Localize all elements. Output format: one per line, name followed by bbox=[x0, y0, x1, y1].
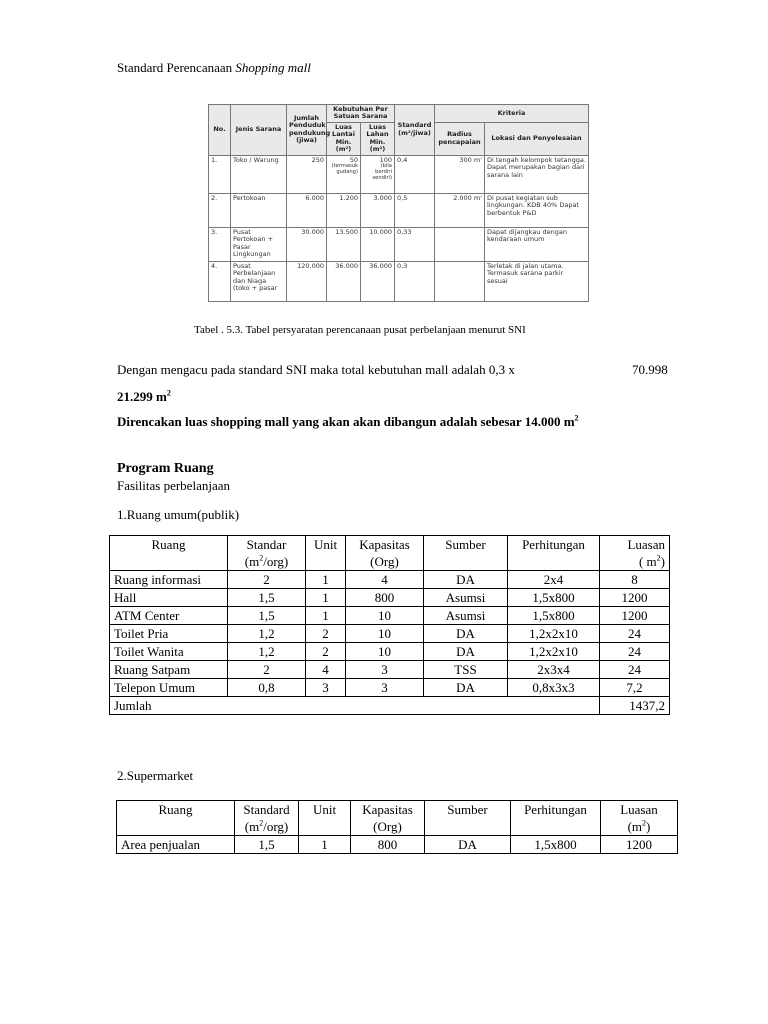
supermarket-table bbox=[116, 800, 678, 854]
sni-cell-jumlah: 6.000 bbox=[287, 193, 327, 227]
program-subheading: Fasilitas perbelanjaan bbox=[117, 478, 230, 493]
cell-standar: 2 bbox=[228, 571, 306, 589]
cell-ruang: Toilet Pria bbox=[110, 625, 228, 643]
cell-luasan: 24 bbox=[600, 625, 670, 643]
sni-table-image bbox=[208, 104, 590, 308]
cell-unit: 2 bbox=[306, 625, 346, 643]
cell-perhitungan: 1,2x2x10 bbox=[508, 643, 600, 661]
sni-header-lokasi: Lokasi dan Penyelesaian bbox=[485, 122, 589, 155]
sni-row bbox=[209, 227, 589, 261]
cell-perhitungan: 2x3x4 bbox=[508, 661, 600, 679]
table-header-row bbox=[110, 536, 670, 571]
header-standard-unit: (m bbox=[244, 819, 260, 834]
cell-luasan: 1200 bbox=[601, 836, 678, 854]
total-label: Jumlah bbox=[110, 697, 600, 715]
cell-kapasitas: 10 bbox=[346, 625, 424, 643]
cell-standar: 1,5 bbox=[228, 607, 306, 625]
header-standar-unit: (m bbox=[244, 554, 260, 569]
sni-cell-lahan-note: (bila berdiri sendiri) bbox=[372, 163, 392, 182]
sni-cell-standard: 0,5 bbox=[395, 193, 435, 227]
sni-table bbox=[208, 104, 589, 302]
cell-unit: 1 bbox=[306, 589, 346, 607]
table-row bbox=[110, 589, 670, 607]
document-title bbox=[117, 60, 311, 76]
cell-ruang: Area penjualan bbox=[117, 836, 235, 854]
sni-cell-lokasi: Di pusat kegiatan sub lingkungan. KDB 40% Dapat berbentuk P&D bbox=[485, 193, 589, 227]
sni-cell-lantai: 1.200 bbox=[327, 193, 361, 227]
cell-ruang: Ruang Satpam bbox=[110, 661, 228, 679]
sni-cell-no: 2. bbox=[209, 193, 231, 227]
cell-kapasitas: 10 bbox=[346, 607, 424, 625]
header-standar-label: Standar bbox=[246, 537, 287, 552]
sni-cell-lantai-note: (termasuk gudang) bbox=[331, 163, 358, 176]
table-row bbox=[110, 625, 670, 643]
sni-cell-no: 1. bbox=[209, 155, 231, 193]
cell-ruang: ATM Center bbox=[110, 607, 228, 625]
cell-luasan: 24 bbox=[600, 661, 670, 679]
header-standar-unit-end: /org) bbox=[263, 554, 289, 569]
sni-header-radius: Radius pencapaian bbox=[435, 122, 485, 155]
sni-cell-lahan: 3.000 bbox=[361, 193, 395, 227]
sni-cell-lokasi: Di tengah kelompok tetangga. Dapat merupakan bagian dari sarana lain bbox=[485, 155, 589, 193]
cell-sumber: DA bbox=[424, 679, 508, 697]
header-kapasitas-label: Kapasitas bbox=[362, 802, 413, 817]
cell-standar: 2 bbox=[228, 661, 306, 679]
cell-kapasitas: 3 bbox=[346, 661, 424, 679]
cell-unit: 3 bbox=[306, 679, 346, 697]
cell-sumber: Asumsi bbox=[424, 589, 508, 607]
sni-cell-no: 3. bbox=[209, 227, 231, 261]
cell-unit: 1 bbox=[306, 607, 346, 625]
sni-header-no: No. bbox=[209, 105, 231, 156]
ruang-umum-table bbox=[109, 535, 670, 715]
table-total-row bbox=[110, 697, 670, 715]
cell-kapasitas: 10 bbox=[346, 643, 424, 661]
cell-perhitungan: 1,5x800 bbox=[511, 836, 601, 854]
header-sumber: Sumber bbox=[425, 801, 511, 836]
sni-header-lahan: Luas Lahan Min. (m²) bbox=[361, 122, 395, 155]
header-luasan-label: Luasan bbox=[620, 802, 658, 817]
title-text: Standard Perencanaan bbox=[117, 60, 236, 75]
sni-row bbox=[209, 261, 589, 301]
cell-kapasitas: 800 bbox=[346, 589, 424, 607]
sni-cell-radius: 2.000 m' bbox=[435, 193, 485, 227]
cell-ruang: Toilet Wanita bbox=[110, 643, 228, 661]
cell-sumber: Asumsi bbox=[424, 607, 508, 625]
cell-kapasitas: 800 bbox=[351, 836, 425, 854]
header-kapasitas-label: Kapasitas bbox=[359, 537, 410, 552]
sni-header-jumlah: Jumlah Penduduk pendukung (jiwa) bbox=[287, 105, 327, 156]
header-luasan-unit-end: ) bbox=[660, 554, 665, 569]
sni-cell-jumlah: 30.000 bbox=[287, 227, 327, 261]
sni-header-jenis: Jenis Sarana bbox=[231, 105, 287, 156]
cell-ruang: Ruang informasi bbox=[110, 571, 228, 589]
sni-cell-lantai-value: 50 bbox=[349, 155, 358, 164]
sni-cell-jenis: Pusat Pertokoan + Pasar Lingkungan bbox=[231, 227, 287, 261]
sni-cell-lokasi: Terletak di jalan utama. Termasuk sarana parkir sesuai bbox=[485, 261, 589, 301]
population-value: 70.998 bbox=[632, 362, 668, 377]
header-unit: Unit bbox=[299, 801, 351, 836]
sni-cell-jenis: Toko / Warung bbox=[231, 155, 287, 193]
cell-unit: 1 bbox=[299, 836, 351, 854]
cell-kapasitas: 3 bbox=[346, 679, 424, 697]
cell-standar: 0,8 bbox=[228, 679, 306, 697]
header-perhitungan: Perhitungan bbox=[508, 536, 600, 571]
header-standard-label: Standard bbox=[243, 802, 290, 817]
table-row bbox=[110, 607, 670, 625]
cell-sumber: TSS bbox=[424, 661, 508, 679]
cell-perhitungan: 0,8x3x3 bbox=[508, 679, 600, 697]
calc-result-value: 21.299 m bbox=[117, 389, 167, 404]
cell-ruang: Hall bbox=[110, 589, 228, 607]
header-standard-unit-end: /org) bbox=[263, 819, 289, 834]
sni-cell-lahan-value: 100 bbox=[379, 155, 392, 164]
section1-title: 1.Ruang umum(publik) bbox=[117, 507, 240, 522]
header-standar bbox=[228, 536, 306, 571]
sni-row bbox=[209, 193, 589, 227]
sni-row bbox=[209, 155, 589, 193]
sni-cell-radius: 300 m' bbox=[435, 155, 485, 193]
section2-title: 2.Supermarket bbox=[117, 768, 194, 783]
header-luasan-unit-end: ) bbox=[646, 819, 651, 834]
header-perhitungan: Perhitungan bbox=[511, 801, 601, 836]
sni-cell-standard: 0,4 bbox=[395, 155, 435, 193]
sni-cell-radius bbox=[435, 261, 485, 301]
cell-luasan: 1200 bbox=[600, 589, 670, 607]
table-header-row bbox=[117, 801, 678, 836]
sni-cell-lokasi: Dapat dijangkau dengan kendaraan umum bbox=[485, 227, 589, 261]
table-caption: Tabel . 5.3. Tabel persyaratan perencanaan pusat perbelanjaan menurut SNI bbox=[194, 324, 526, 336]
header-unit: Unit bbox=[306, 536, 346, 571]
table-row bbox=[117, 836, 678, 854]
header-luasan-sup: 2 bbox=[642, 818, 647, 828]
sni-header-standard: Standard (m²/jiwa) bbox=[395, 105, 435, 156]
cell-standard: 1,5 bbox=[235, 836, 299, 854]
table-row bbox=[110, 643, 670, 661]
cell-perhitungan: 1,5x800 bbox=[508, 607, 600, 625]
sni-cell-standard: 0,3 bbox=[395, 261, 435, 301]
cell-sumber: DA bbox=[424, 625, 508, 643]
cell-luasan: 24 bbox=[600, 643, 670, 661]
sni-header-kriteria: Kriteria bbox=[435, 105, 589, 123]
table-row bbox=[110, 679, 670, 697]
header-kapasitas-unit: (Org) bbox=[370, 554, 399, 569]
header-luasan bbox=[601, 801, 678, 836]
header-luasan-unit: ( m bbox=[638, 554, 657, 569]
plan-statement-sup: 2 bbox=[574, 413, 579, 423]
plan-statement-text: Direncakan luas shopping mall yang akan akan dibangun adalah sebesar 14.000 m bbox=[117, 414, 575, 429]
sni-cell-no: 4. bbox=[209, 261, 231, 301]
sni-cell-jenis: Pusat Perbelanjaan dan Niaga (toko + pasar bbox=[231, 261, 287, 301]
sni-cell-lantai bbox=[327, 155, 361, 193]
cell-standar: 1,2 bbox=[228, 643, 306, 661]
sni-cell-standard: 0,33 bbox=[395, 227, 435, 261]
header-luasan-sup: 2 bbox=[656, 553, 661, 563]
header-sumber: Sumber bbox=[424, 536, 508, 571]
cell-standar: 1,5 bbox=[228, 589, 306, 607]
sni-cell-radius bbox=[435, 227, 485, 261]
cell-perhitungan: 1,5x800 bbox=[508, 589, 600, 607]
cell-unit: 4 bbox=[306, 661, 346, 679]
header-kapasitas bbox=[346, 536, 424, 571]
cell-perhitungan: 1,2x2x10 bbox=[508, 625, 600, 643]
cell-perhitungan: 2x4 bbox=[508, 571, 600, 589]
calc-line: Dengan mengacu pada standard SNI maka total kebutuhan mall adalah 0,3 x bbox=[117, 362, 515, 377]
sni-header-kebutuhan: Kebutuhan Per Satuan Sarana bbox=[327, 105, 395, 123]
sni-cell-lantai: 13.500 bbox=[327, 227, 361, 261]
cell-kapasitas: 4 bbox=[346, 571, 424, 589]
cell-ruang: Telepon Umum bbox=[110, 679, 228, 697]
header-kapasitas-unit: (Org) bbox=[373, 819, 402, 834]
plan-statement bbox=[117, 414, 579, 430]
title-italic-text: Shopping mall bbox=[235, 60, 311, 75]
sni-cell-jumlah: 250 bbox=[287, 155, 327, 193]
header-ruang: Ruang bbox=[110, 536, 228, 571]
header-standar-sup: 2 bbox=[259, 553, 264, 563]
cell-standar: 1,2 bbox=[228, 625, 306, 643]
cell-sumber: DA bbox=[424, 571, 508, 589]
sni-cell-lahan bbox=[361, 155, 395, 193]
header-standard bbox=[235, 801, 299, 836]
calc-result-sup: 2 bbox=[166, 388, 171, 398]
header-luasan bbox=[600, 536, 670, 571]
sni-cell-lahan: 36.000 bbox=[361, 261, 395, 301]
sni-header-lantai: Luas Lantai Min. (m²) bbox=[327, 122, 361, 155]
sni-cell-lahan: 10.000 bbox=[361, 227, 395, 261]
header-kapasitas bbox=[351, 801, 425, 836]
header-standard-sup: 2 bbox=[259, 818, 264, 828]
table-row bbox=[110, 661, 670, 679]
cell-luasan: 8 bbox=[600, 571, 670, 589]
sni-cell-jenis: Pertokoan bbox=[231, 193, 287, 227]
calc-result bbox=[117, 389, 171, 405]
cell-luasan: 7,2 bbox=[600, 679, 670, 697]
sni-cell-lantai: 36.000 bbox=[327, 261, 361, 301]
header-luasan-unit: (m bbox=[627, 819, 643, 834]
cell-unit: 1 bbox=[306, 571, 346, 589]
sni-cell-jumlah: 120.000 bbox=[287, 261, 327, 301]
cell-unit: 2 bbox=[306, 643, 346, 661]
total-value: 1437,2 bbox=[600, 697, 670, 715]
cell-luasan: 1200 bbox=[600, 607, 670, 625]
cell-sumber: DA bbox=[425, 836, 511, 854]
header-luasan-label: Luasan bbox=[627, 537, 665, 552]
cell-sumber: DA bbox=[424, 643, 508, 661]
program-heading: Program Ruang bbox=[117, 461, 214, 476]
header-ruang: Ruang bbox=[117, 801, 235, 836]
table-row bbox=[110, 571, 670, 589]
